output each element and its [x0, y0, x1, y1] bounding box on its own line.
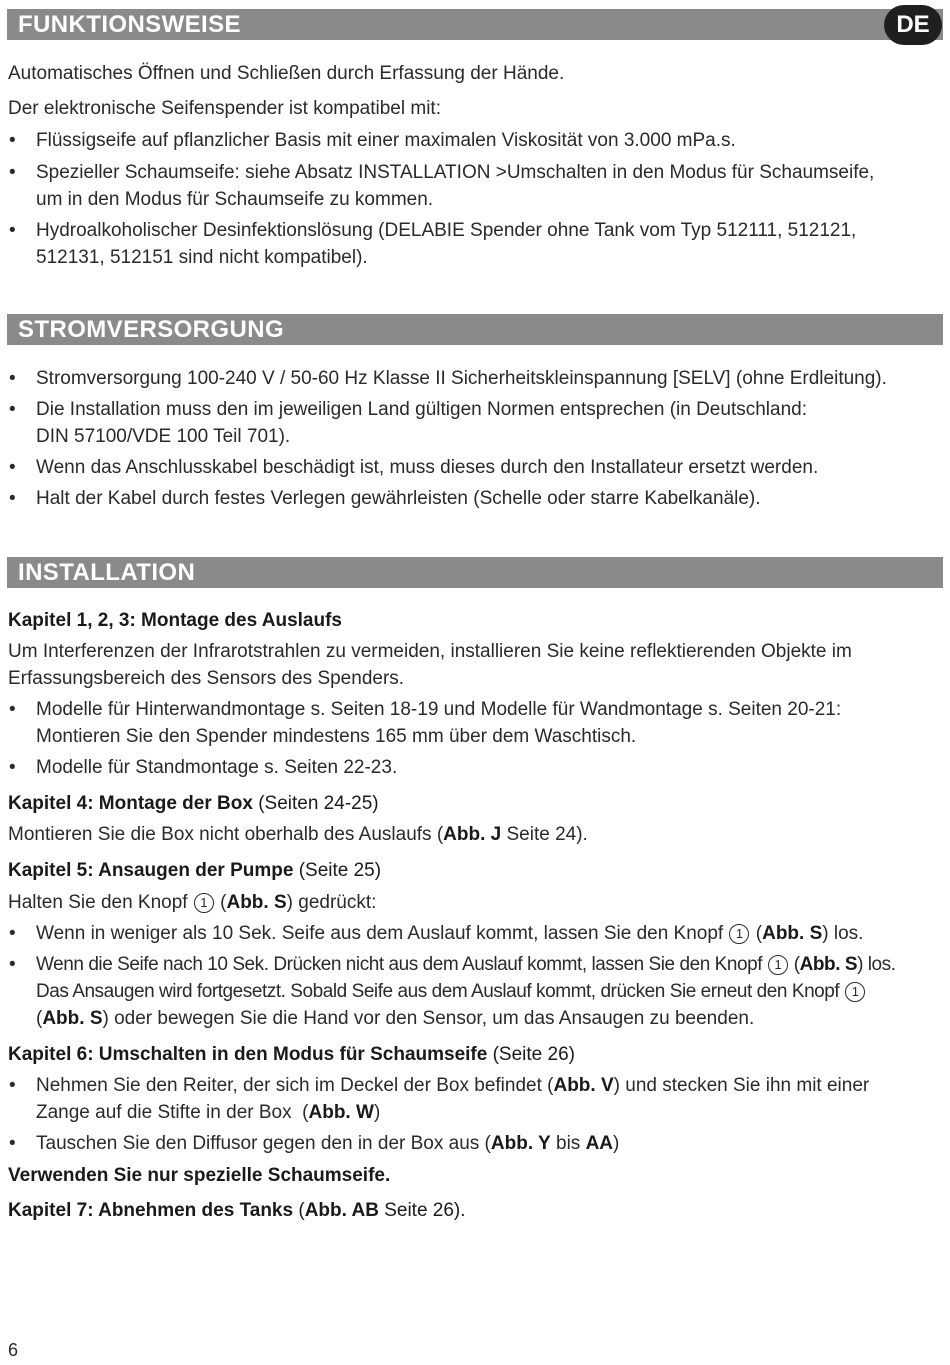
bullet-icon: •	[9, 399, 16, 420]
text: Halten Sie den Knopf	[8, 892, 193, 913]
list-item	[36, 920, 944, 947]
bullet-icon: •	[9, 368, 16, 389]
note-text: Verwenden Sie nur spezielle Schaumseife.	[8, 1165, 391, 1186]
list-item: Die Installation muss den im jeweiligen Land gültigen Normen entsprechen (in Deutschland:	[36, 399, 807, 420]
text: (	[36, 1008, 43, 1029]
list-item-continuation	[36, 978, 944, 1005]
chapter-heading	[8, 1197, 466, 1224]
bullet-icon: •	[9, 699, 16, 720]
figure-ref: Abb. Y	[490, 1133, 551, 1154]
list-item-continuation	[36, 1099, 944, 1126]
chapter-heading-bold: Kapitel 5: Ansaugen der Pumpe	[8, 860, 294, 881]
figure-ref: Abb. AB	[304, 1200, 379, 1221]
bullet-icon: •	[9, 954, 16, 975]
bullet-icon: •	[9, 220, 16, 241]
figure-ref: Abb. W	[308, 1102, 374, 1123]
text: Wenn in weniger als 10 Sek. Seife aus dem Auslauf kommt, lassen Sie den Knopf	[36, 923, 729, 944]
text: ) gedrückt:	[286, 892, 377, 913]
section-header-installation	[7, 557, 943, 588]
list-item-continuation: Montieren Sie den Spender mindestens 165 mm über dem Waschtisch.	[36, 726, 637, 747]
bullet-icon: •	[9, 757, 16, 778]
bullet-icon: •	[9, 1133, 16, 1154]
chapter-heading-pages: (Seite 26)	[487, 1044, 575, 1065]
text: Montieren Sie die Box nicht oberhalb des Auslaufs (	[8, 824, 444, 845]
figure-ref: Abb. J	[443, 824, 502, 845]
chapter-heading	[8, 790, 379, 817]
paragraph: Automatisches Öffnen und Schließen durch Erfassung der Hände.	[8, 63, 565, 84]
bullet-icon: •	[9, 457, 16, 478]
list-item: Hydroalkoholischer Desinfektionslösung (DELABIE Spender ohne Tank vom Typ 512111, 512121,	[36, 220, 857, 241]
bullet-icon: •	[9, 1075, 16, 1096]
note-bold	[8, 1162, 390, 1189]
bullet-icon: •	[9, 162, 16, 183]
chapter-heading	[8, 607, 342, 634]
section-title: INSTALLATION	[18, 559, 196, 586]
text: )	[613, 1133, 620, 1154]
figure-ref: Abb. S	[226, 892, 287, 913]
text: (	[214, 892, 227, 913]
page-number: 6	[8, 1340, 19, 1360]
language-badge: DE	[884, 5, 942, 45]
chapter-heading	[8, 857, 381, 884]
text: ) oder bewegen Sie die Hand vor den Sensor, um das Ansaugen zu beenden.	[102, 1008, 755, 1029]
section-title: FUNKTIONSWEISE	[18, 11, 241, 38]
figure-ref: AA	[585, 1133, 614, 1154]
text: bis	[550, 1133, 586, 1154]
list-item	[36, 1130, 944, 1157]
text: Nehmen Sie den Reiter, der sich im Deckel der Box befindet (	[36, 1075, 554, 1096]
list-item: Halt der Kabel durch festes Verlegen gewährleisten (Schelle oder starre Kabelkanäle).	[36, 488, 761, 509]
figure-ref: Abb. V	[553, 1075, 614, 1096]
list-item: Wenn das Anschlusskabel beschädigt ist, muss dieses durch den Installateur ersetzt werden.	[36, 457, 819, 478]
list-item	[36, 1072, 944, 1099]
chapter-heading-bold: Kapitel 4: Montage der Box	[8, 793, 253, 814]
figure-ref: Abb. S	[762, 923, 823, 944]
section-title: STROMVERSORGUNG	[18, 316, 285, 343]
text: Tauschen Sie den Diffusor gegen den in der Box aus (	[36, 1133, 491, 1154]
list-item: Modelle für Hinterwandmontage s. Seiten 18-19 und Modelle für Wandmontage s. Seiten 20-21:	[36, 699, 842, 720]
paragraph	[8, 821, 943, 848]
list-item-continuation: um in den Modus für Schaumseife zu kommen.	[36, 189, 434, 210]
figure-ref: Abb. S	[799, 954, 858, 975]
text: )	[373, 1102, 381, 1123]
list-item: Stromversorgung 100-240 V / 50-60 Hz Klasse II Sicherheitskleinspannung [SELV] (ohne Erdleitung).	[36, 368, 887, 389]
section-header-stromversorgung	[7, 314, 943, 345]
text: Seite 26).	[378, 1200, 466, 1221]
text: Seite 24).	[501, 824, 588, 845]
chapter-heading-pages: (Seiten 24-25)	[252, 793, 379, 814]
text: ) los.	[822, 923, 864, 944]
list-item-continuation: 512131, 512151 sind nicht kompatibel).	[36, 247, 368, 268]
bullet-icon: •	[9, 488, 16, 509]
text: Zange auf die Stifte in der Box (	[36, 1102, 309, 1123]
text: ) los.	[857, 954, 896, 975]
text: Das Ansaugen wird fortgesetzt. Sobald Seife aus dem Auslauf kommt, drücken Sie erneut den Knopf	[36, 981, 845, 1002]
section-header-funktionsweise	[7, 9, 943, 40]
text: ) und stecken Sie ihn mit einer	[613, 1075, 870, 1096]
list-item: Spezieller Schaumseife: siehe Absatz INSTALLATION >Umschalten in den Modus für Schaumseife,	[36, 162, 875, 183]
circled-number-1-icon: 1	[729, 924, 749, 944]
list-item-continuation	[36, 1005, 944, 1032]
circled-number-1-icon: 1	[845, 982, 865, 1002]
circled-number-1-icon: 1	[768, 955, 788, 975]
chapter-heading	[8, 1041, 575, 1068]
chapter-heading-pages: (Seite 25)	[293, 860, 382, 881]
figure-ref: Abb. S	[42, 1008, 103, 1029]
text: Wenn die Seife nach 10 Sek. Drücken nicht aus dem Auslauf kommt, lassen Sie den Knopf	[36, 954, 767, 975]
text: (	[750, 923, 763, 944]
text: (	[788, 954, 800, 975]
chapter-heading-bold: Kapitel 6: Umschalten in den Modus für Schaumseife	[8, 1044, 488, 1065]
list-item: Modelle für Standmontage s. Seiten 22-23.	[36, 757, 398, 778]
circled-number-1-icon: 1	[194, 893, 214, 913]
bullet-icon: •	[9, 130, 16, 151]
chapter-heading-bold: Kapitel 1, 2, 3: Montage des Auslaufs	[8, 610, 342, 631]
text: (	[293, 1200, 305, 1221]
paragraph	[8, 889, 943, 916]
paragraph: Der elektronische Seifenspender ist kompatibel mit:	[8, 98, 441, 119]
list-item-continuation: DIN 57100/VDE 100 Teil 701).	[36, 426, 291, 447]
list-item	[36, 951, 944, 978]
list-item: Flüssigseife auf pflanzlicher Basis mit einer maximalen Viskosität von 3.000 mPa.s.	[36, 130, 736, 151]
chapter-heading-bold: Kapitel 7: Abnehmen des Tanks	[8, 1200, 294, 1221]
bullet-icon: •	[9, 923, 16, 944]
paragraph: Um Interferenzen der Infrarotstrahlen zu vermeiden, installieren Sie keine reflektierenden Objekte im	[8, 641, 852, 662]
paragraph-continuation: Erfassungsbereich des Sensors des Spenders.	[8, 668, 405, 689]
